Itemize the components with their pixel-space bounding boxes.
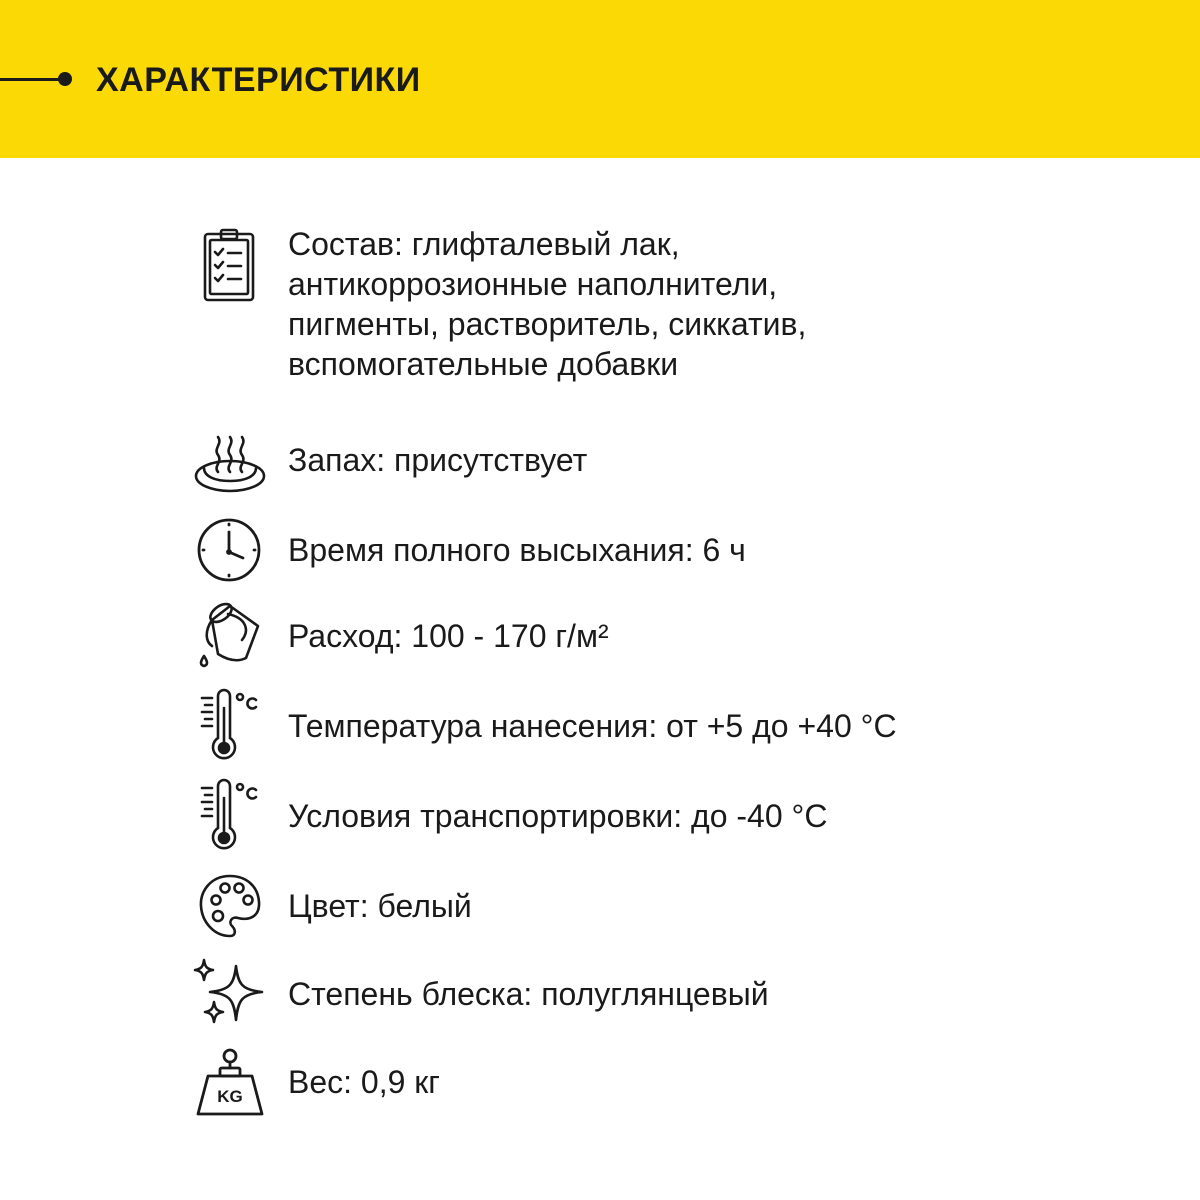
spec-weight-text: Вес: 0,9 кг xyxy=(288,1064,440,1100)
spec-composition-line: антикоррозионные наполнители, xyxy=(288,266,778,302)
kg-label: KG xyxy=(217,1087,243,1106)
kg-weight-icon xyxy=(190,1044,270,1120)
spec-composition-line: вспомогательные добавки xyxy=(288,346,679,382)
odor-steam-icon xyxy=(190,422,270,498)
clipboard-checklist-icon xyxy=(190,228,270,304)
sparkles-icon xyxy=(190,956,270,1032)
spec-composition-line: Состав: глифталевый лак, xyxy=(288,226,680,262)
header-banner xyxy=(0,0,1200,158)
spec-drying-time-text: Время полного высыхания: 6 ч xyxy=(288,532,746,568)
spec-gloss-text: Степень блеска: полуглянцевый xyxy=(288,976,769,1012)
palette-icon xyxy=(190,868,270,944)
spec-consumption-text: Расход: 100 - 170 г/м² xyxy=(288,618,609,654)
spec-color-text: Цвет: белый xyxy=(288,888,472,924)
spec-transport-conditions-text: Условия транспортировки: до -40 °С xyxy=(288,798,828,834)
clock-icon xyxy=(190,512,270,588)
spec-composition-line: пигменты, растворитель, сиккатив, xyxy=(288,306,807,342)
thermometer-celsius-icon xyxy=(190,778,270,854)
spec-application-temperature-text: Температура нанесения: от +5 до +40 °С xyxy=(288,708,897,744)
spec-odor-text: Запах: присутствует xyxy=(288,442,588,478)
spec-composition-text xyxy=(288,224,1028,384)
header-decor-line xyxy=(0,78,62,81)
thermometer-celsius-icon xyxy=(190,688,270,764)
page-title: ХАРАКТЕРИСТИКИ xyxy=(96,61,421,99)
paint-bucket-pour-icon xyxy=(190,598,270,674)
header-decor-dot xyxy=(58,72,72,86)
